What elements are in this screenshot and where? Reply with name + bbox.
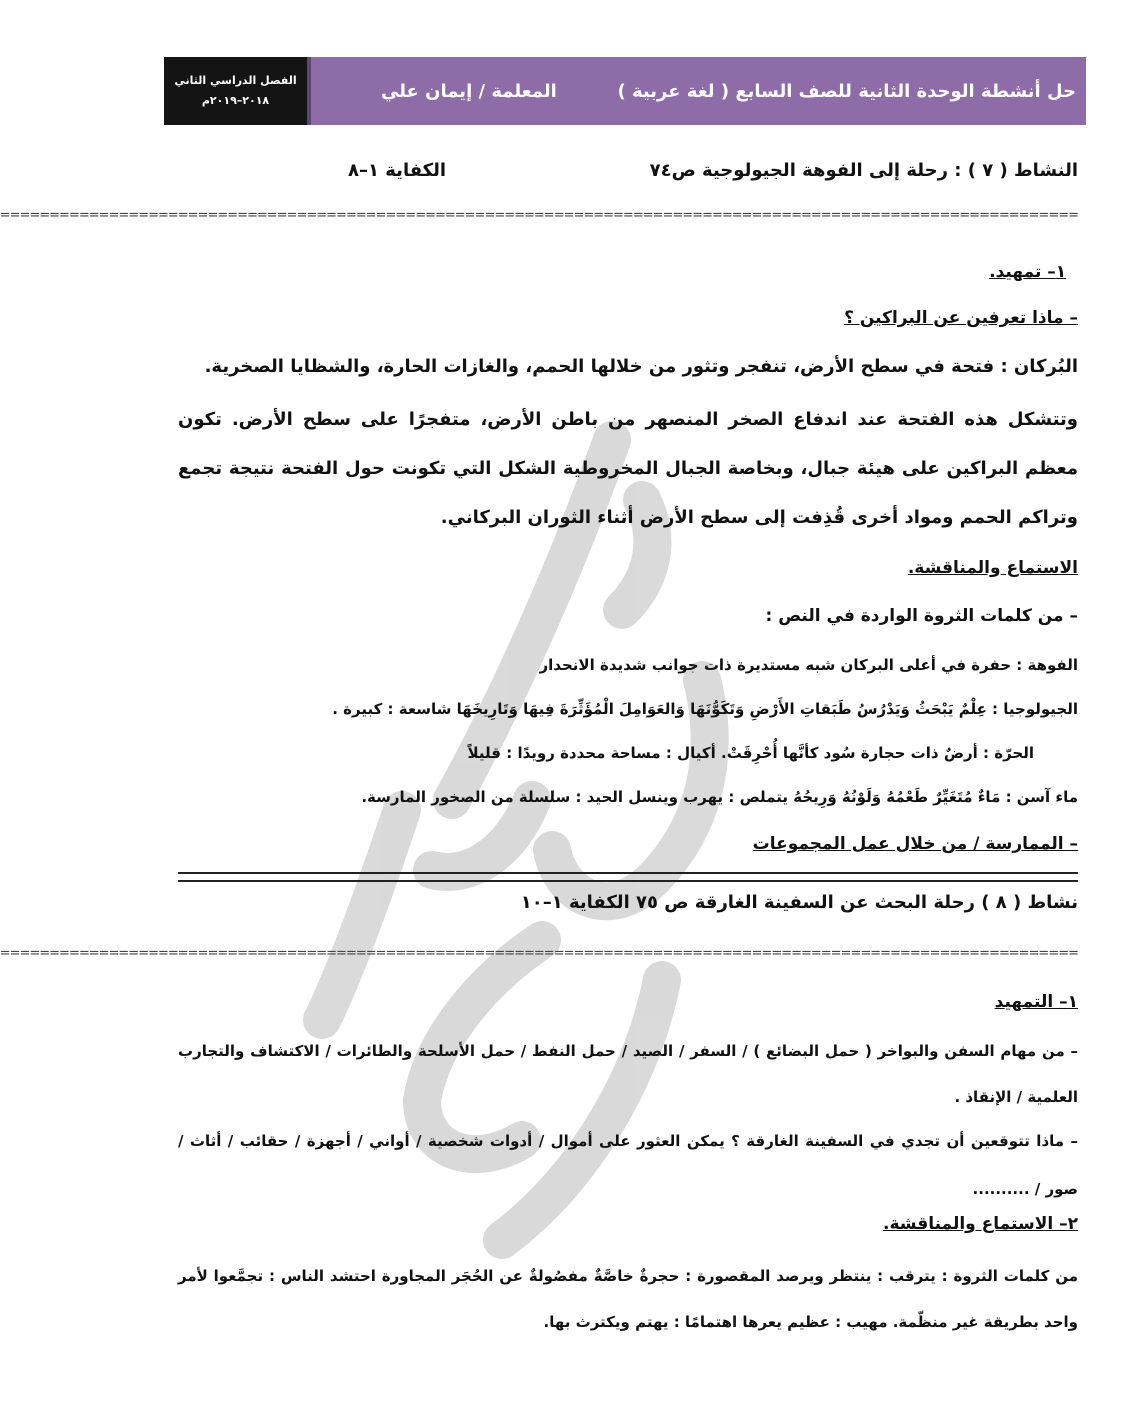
page-header [164, 57, 1086, 125]
volcano-question: – ماذا تعرفين عن البراكين ؟ [844, 308, 1078, 328]
activity8-intro-heading: ١– التمهيد [994, 992, 1078, 1012]
separator-line: ============================================================================================================= [0, 946, 1078, 961]
volcano-definition: البُركان : فتحة في سطح الأرض، تنفجر وتثور من خلالها الحمم، والغازات الحارة، والشظايا الصخرية. [204, 356, 1078, 377]
ships-paragraph: – من مهام السفن والبواخر ( حمل البضائع ) / السفر / الصيد / حمل النفط / حمل الأسلحة والطائرات / الاكتشاف والتجارب العلمية / الإنقاذ . [178, 1042, 1078, 1106]
activity7-heading [178, 160, 1078, 181]
term-box [164, 57, 307, 125]
separator-line: ============================================================================================================= [0, 208, 1078, 223]
header-text [311, 81, 1086, 102]
vocab-line: ماء آسن : مَاءٌ مُتَغَيِّرٌ طَعْمُهُ وَلَوْنُهُ وَرِيحُهُ يتملص : يهرب وينسل الحيد : سلسلة من الصخور المارسة. [361, 788, 1078, 806]
vocab-line: الفوهة : حفرة في أعلى البركان شبه مستديرة ذات جوانب شديدة الانحدار [539, 656, 1078, 674]
practice-line: – الممارسة / من خلال عمل المجموعات [752, 834, 1078, 854]
activity7-title: النشاط ( ٧ ) : رحلة إلى الفوهة الجيولوجية ص٧٤ [649, 160, 1078, 181]
activity7-competency: الكفاية ١–٨ [348, 160, 447, 181]
intro-heading-text: ١– تمهيد. [989, 262, 1067, 282]
activity8-listening-heading: ٢– الاستماع والمناقشة. [883, 1214, 1078, 1234]
page-title: حل أنشطة الوحدة الثانية للصف السابع ( لغة عربية ) [617, 80, 1076, 102]
listening-heading: الاستماع والمناقشة. [907, 558, 1078, 578]
vocab-line: الحرّة : أرضٌ ذات حجارة سُود كأنَّها أُحْرِقَتْ. أكيال : مساحة محددة رويدًا : قليلاً [467, 744, 1034, 762]
vocab-heading: – من كلمات الثروة الواردة في النص : [765, 606, 1078, 626]
activity8-title: نشاط ( ٨ ) رحلة البحث عن السفينة الغارقة ص ٧٥ الكفاية ١–١٠ [520, 892, 1078, 913]
expect-paragraph: – ماذا تتوقعين أن تجدي في السفينة الغارقة ؟ يمكن العثور على أموال / أدوات شخصية / أواني / أجهزة / حقائب / أثاث / صور / .......... [178, 1132, 1078, 1198]
school-year: ٢٠١٨–٢٠١٩م [201, 94, 270, 107]
intro-heading [178, 262, 1078, 282]
teacher-name: المعلمة / إيمان علي [381, 80, 557, 102]
section-divider [178, 872, 1078, 882]
vocab-line: الجيولوجيا : عِلْمٌ يَبْحَثُ وَيَدْرُسُ طَبَقاتِ الأَرْضِ وَتَكَوُّنَهَا وَالعَوَامِلَ الْمُؤَثِّرَةَ فِيهَا وَتَارِيخَهَا شاسعة : كبيرة . [332, 700, 1078, 718]
activity8-vocab-paragraph: من كلمات الثروة : يترقب : ينتظر ويرصد المقصورة : حجرةٌ خاصَّةٌ مفصُولةٌ عن الحُجَر المجاورة احتشد الناس : تجمَّعوا لأمر واحد بطريقة غير منظّمة. مهيب : عظيم يعرها اهتمامًا : يهتم ويكترث بها. [178, 1267, 1078, 1331]
volcano-paragraph: وتتشكل هذه الفتحة عند اندفاع الصخر المنصهر من باطن الأرض، متفجرًا على سطح الأرض. تكون معظم البراكين على هيئة جبال، وبخاصة الجبال المخروطية الشكل التي تكونت حول الفتحة نتيجة تجمع وتراكم الحمم ومواد أخرى قُذِفت إلى سطح الأرض أثناء الثوران البركاني. [178, 409, 1078, 528]
term-label: الفصل الدراسي الثاني [174, 74, 297, 87]
